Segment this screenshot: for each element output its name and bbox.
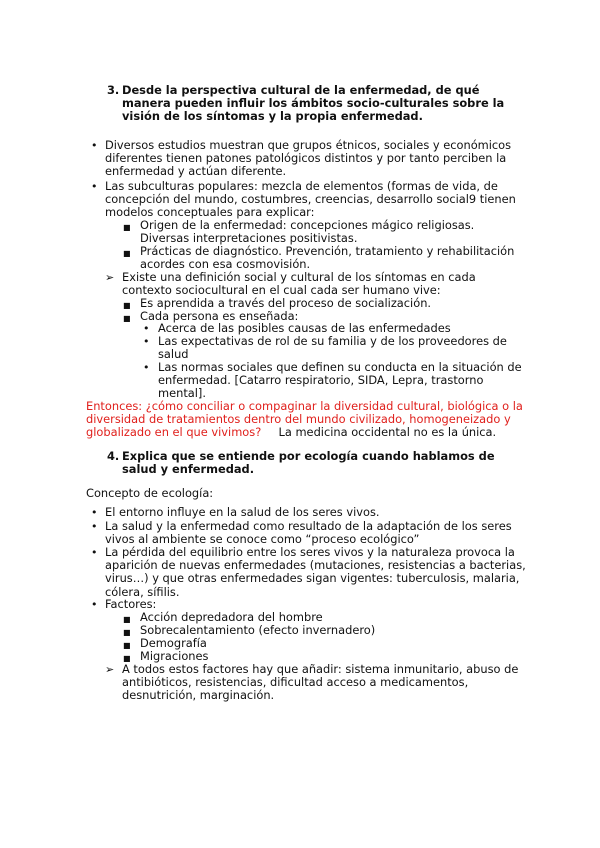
highlighted-question-line: Entonces: ¿cómo conciliar o compaginar la diversidad cultural, biológica o la: [86, 399, 523, 413]
text-line: antibióticos, resistencias, dificultad acceso a medicamentos,: [122, 675, 469, 690]
text-line: desnutrición, marginación.: [122, 688, 275, 703]
bullet-square-icon: ■: [123, 654, 131, 663]
text-line: Diversos estudios muestran que grupos étnicos, sociales y económicos: [105, 138, 512, 152]
text-line: Es aprendida a través del proceso de socialización.: [140, 296, 432, 310]
text-line: Existe una definición social y cultural de los síntomas en cada: [122, 270, 476, 284]
bullet-disc-icon: •: [143, 322, 150, 335]
highlighted-question-line: diversidad de tratamientos dentro del mundo civilizado, homogeneizado y: [86, 412, 511, 427]
list-item: [140, 219, 474, 245]
section-label: [86, 487, 213, 500]
text-line: mental].: [158, 386, 206, 401]
bullet-square-icon: ■: [123, 641, 131, 650]
bullet-square-icon: ■: [123, 301, 131, 310]
conclusion-text: La medicina occidental no es la única.: [278, 425, 497, 440]
text-line: Concepto de ecología:: [86, 486, 214, 500]
text-line: diferentes tienen patones patológicos distintos y por tanto perciben la: [105, 151, 507, 166]
text-line: Demografía: [140, 636, 207, 650]
text-line: modelos conceptuales para explicar:: [105, 205, 315, 220]
question-4-heading: [122, 450, 495, 476]
question-3-number: 3.: [107, 83, 120, 97]
text-line: Cada persona es enseñada:: [140, 309, 299, 323]
list-item: [105, 180, 516, 220]
text-line: Las normas sociales que definen su conducta en la situación de: [158, 360, 522, 374]
heading-line: manera pueden influir los ámbitos socio-culturales sobre la: [122, 96, 505, 111]
list-item: [122, 271, 476, 297]
bullet-square-icon: ■: [123, 628, 131, 637]
text-line: Acción depredadora del hombre: [140, 610, 323, 624]
bullet-disc-icon: •: [143, 361, 150, 374]
list-item: [158, 335, 507, 361]
list-item: [105, 506, 380, 519]
text-line: Acerca de las posibles causas de las enfermedades: [158, 321, 451, 335]
bullet-disc-icon: •: [91, 546, 98, 559]
text-line: vivos al ambiente se conoce como “proceso ecológico”: [105, 532, 420, 547]
question-4-number: 4.: [107, 449, 120, 463]
bullet-square-icon: ■: [123, 223, 131, 232]
list-item: [140, 245, 514, 271]
text-line: acordes con esa cosmovisión.: [140, 257, 311, 272]
text-line: Las subculturas populares: mezcla de elementos (formas de vida, de: [105, 179, 498, 193]
text-line: Origen de la enfermedad: concepciones mágico religiosas.: [140, 218, 475, 232]
text-line: La pérdida del equilibrio entre los seres vivos y la naturaleza provoca la: [105, 545, 515, 559]
list-item: [158, 361, 522, 401]
text-line: aparición de nuevas enfermedades (mutaciones, resistencias a bacterias,: [105, 558, 526, 573]
text-line: Las expectativas de rol de su familia y de los proveedores de: [158, 334, 507, 348]
bullet-disc-icon: •: [91, 598, 98, 611]
bullet-disc-icon: •: [91, 506, 98, 519]
text-line: Prácticas de diagnóstico. Prevención, tratamiento y rehabilitación: [140, 244, 515, 258]
text-line: A todos estos factores hay que añadir: sistema inmunitario, abuso de: [122, 662, 519, 676]
bullet-disc-icon: •: [91, 180, 98, 193]
list-item: [105, 520, 512, 546]
heading-line: salud y enfermedad.: [122, 462, 255, 477]
text-line: virus…) y que otras enfermedades sigan vigentes: tuberculosis, malaria,: [105, 571, 520, 586]
text-line: enfermedad y actúan diferente.: [105, 164, 287, 179]
text-line: La salud y la enfermedad como resultado de la adaptación de los seres: [105, 519, 512, 533]
arrow-bullet-icon: ➢: [105, 663, 115, 676]
list-item: [105, 139, 511, 179]
text-line: salud: [158, 347, 189, 362]
text-line: cólera, sífilis.: [105, 584, 180, 599]
bullet-disc-icon: •: [91, 139, 98, 152]
heading-line: Explica que se entiende por ecología cuando hablamos de: [122, 449, 495, 463]
text-line: Migraciones: [140, 649, 209, 663]
bullet-disc-icon: •: [91, 520, 98, 533]
bullet-disc-icon: •: [143, 335, 150, 348]
bullet-square-icon: ■: [123, 314, 131, 323]
heading-line: visión de los síntomas y la propia enfermedad.: [122, 109, 423, 124]
text-line: Factores:: [105, 597, 157, 611]
bullet-square-icon: ■: [123, 615, 131, 624]
heading-line: Desde la perspectiva cultural de la enfermedad, de qué: [122, 83, 480, 97]
bullet-square-icon: ■: [123, 249, 131, 258]
list-item: [122, 663, 518, 703]
highlighted-question-line: globalizado en el que vivimos?: [86, 425, 262, 440]
text-line: contexto sociocultural en el cual cada ser humano vive:: [122, 283, 441, 298]
arrow-bullet-icon: ➢: [105, 271, 115, 284]
text-line: El entorno influye en la salud de los seres vivos.: [105, 505, 380, 519]
text-line: Diversas interpretaciones positivistas.: [140, 231, 358, 246]
list-item: [105, 546, 526, 599]
text-line: concepción del mundo, costumbres, creencias, desarrollo social9 tienen: [105, 192, 516, 207]
question-3-heading: [122, 84, 504, 124]
text-line: enfermedad. [Catarro respiratorio, SIDA, Lepra, trastorno: [158, 373, 484, 388]
text-line: Sobrecalentamiento (efecto invernadero): [140, 623, 376, 637]
entonces-paragraph: [86, 400, 523, 440]
